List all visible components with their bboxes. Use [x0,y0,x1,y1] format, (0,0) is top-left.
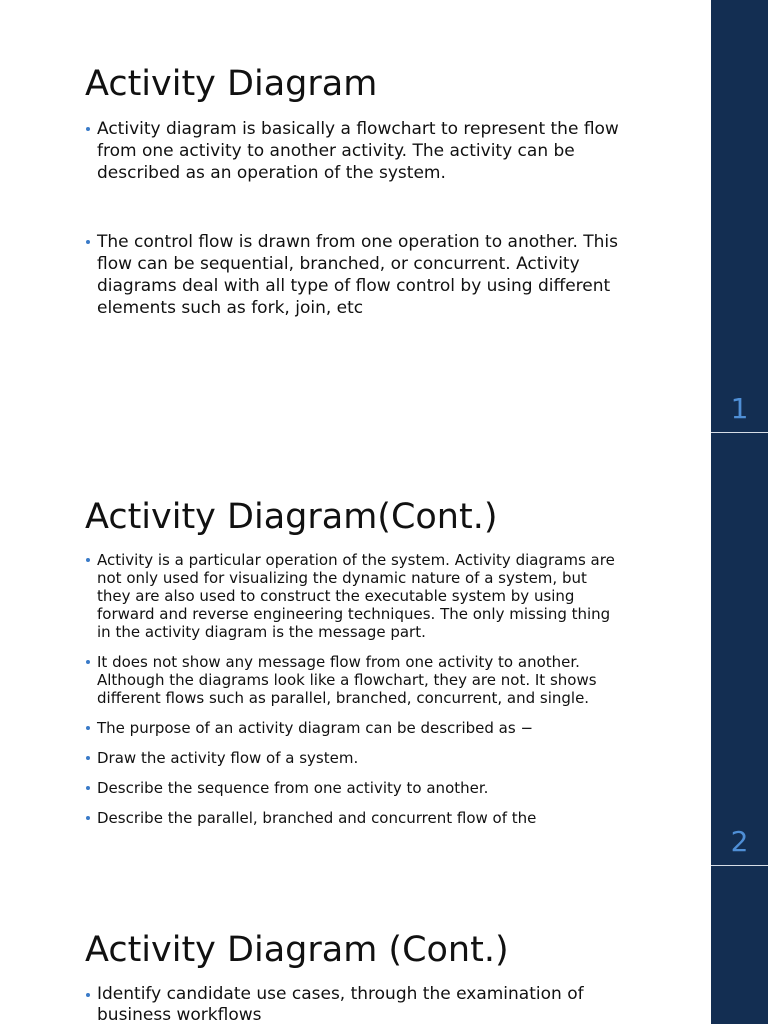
slide-2 [0,433,768,866]
bullet-item: The purpose of an activity diagram can be described as − [85,719,615,737]
slide-title: Activity Diagram(Cont.) [85,497,498,537]
slide-title: Activity Diagram [85,64,378,104]
slide-3 [0,866,768,1024]
bullet-list [85,984,620,1024]
bullet-item: It does not show any message flow from one activity to another. Although the diagrams look like a flowchart, they are not. It shows different flows such as parallel, branched, concurrent, and single. [85,653,615,707]
slide-sidebar [711,0,768,433]
slide-sidebar [711,433,768,866]
bullet-list [85,118,620,366]
slide-number: 1 [730,392,749,425]
bullet-item: Activity diagram is basically a flowchart to represent the flow from one activity to another activity. The activity can be described as an operation of the system. [85,118,620,184]
slide-sidebar [711,866,768,1024]
bullet-item: Draw the activity flow of a system. [85,749,615,767]
bullet-item: The control flow is drawn from one operation to another. This flow can be sequential, branched, or concurrent. Activity diagrams deal with all type of flow control by using different elements such as fork, join, etc [85,231,620,319]
slide-1 [0,0,768,433]
bullet-list [85,551,615,865]
bullet-item: Describe the sequence from one activity to another. [85,779,615,797]
slide-number: 2 [730,825,749,858]
slide-divider [711,432,768,433]
slide-divider [711,865,768,866]
bullet-item: Identify candidate use cases, through the examination of business workflows [85,984,620,1024]
slide-title: Activity Diagram (Cont.) [85,930,509,970]
bullet-item: Activity is a particular operation of the system. Activity diagrams are not only used for visualizing the dynamic nature of a system, but they are also used to construct the executable system by using forward and reverse engineering techniques. The only missing thing in the activity diagram is the message part. [85,551,615,641]
bullet-item: Describe the parallel, branched and concurrent flow of the [85,809,615,827]
